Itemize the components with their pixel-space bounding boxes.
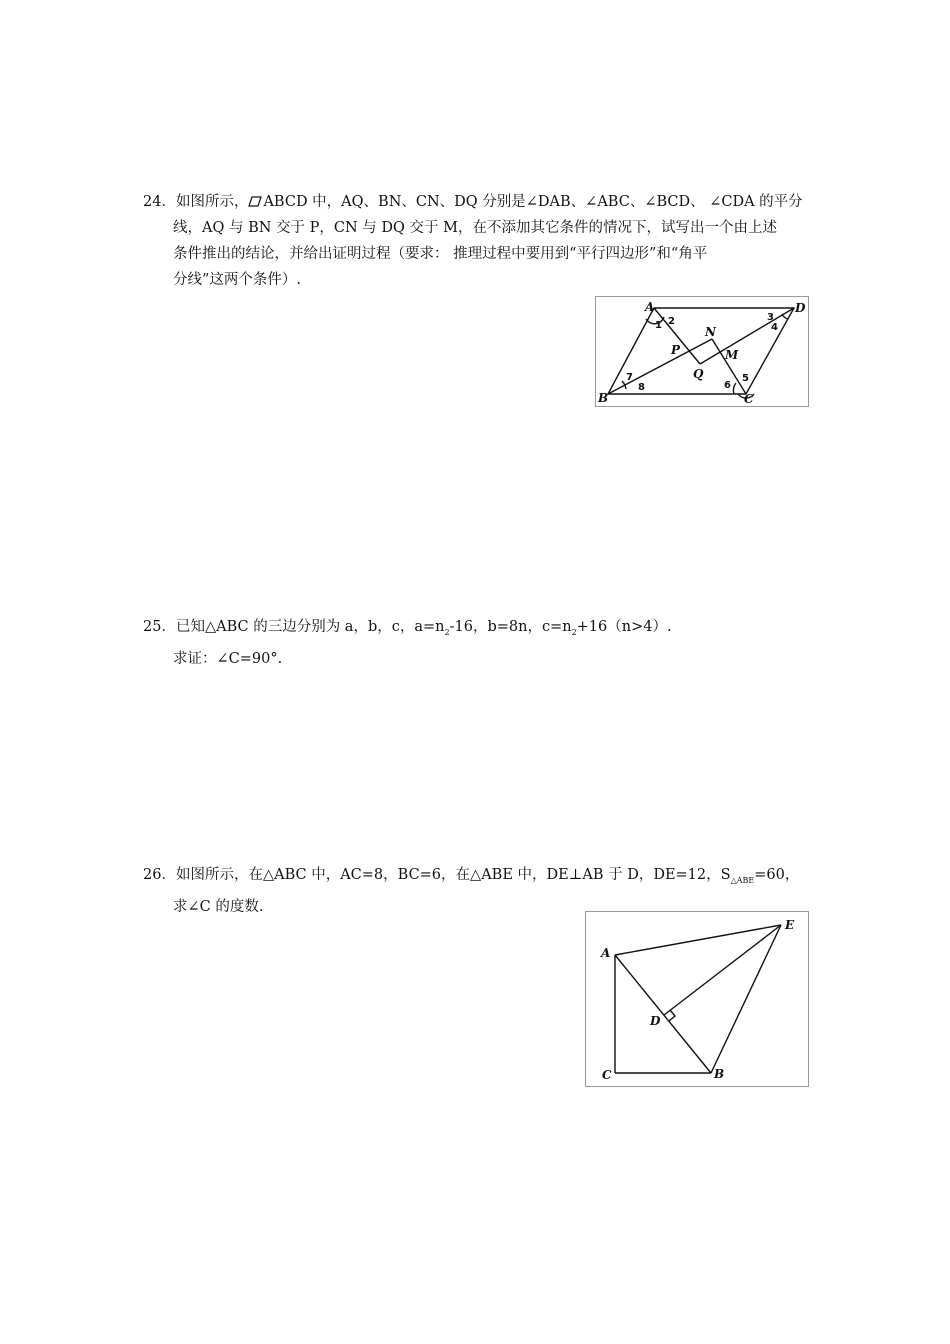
q26-line-2: 求∠C 的度数. — [173, 899, 264, 915]
angle-3: 3 — [767, 312, 774, 323]
q24-line-1: 24．如图所示， ABCD 中，AQ、BN、CN、DQ 分别是∠DAB、∠ABC、∠BCD、 ∠CDA 的平分 — [143, 189, 813, 215]
angle-2: 2 — [668, 316, 675, 327]
angle-8: 8 — [638, 382, 645, 393]
parallelogram-icon — [248, 196, 262, 207]
label-A: A — [645, 300, 655, 314]
angle-1: 1 — [655, 320, 662, 331]
triangle-figure — [585, 911, 809, 1087]
q25-line-1: 25．已知△ABC 的三边分别为 a，b，c，$a=n_2-16$，b=8n，$c=n_2+16(n>4)$. — [143, 614, 813, 646]
label-M: M — [725, 348, 739, 362]
question-25 — [143, 614, 813, 672]
q24-line-3: 条件推出的结论，并给出证明过程（要求： 推理过程中要用到“平行四边形”和“角平 — [173, 246, 708, 262]
parallelogram-figure — [595, 296, 809, 407]
q25-line-2: 求证：∠C=90°. — [173, 651, 283, 667]
question-24 — [143, 189, 813, 293]
angle-5: 5 — [742, 373, 749, 384]
label-D: D — [650, 1014, 661, 1028]
label-B: B — [598, 391, 609, 405]
label-Q: Q — [693, 367, 704, 381]
label-C: C — [744, 392, 754, 406]
q24-line-2: 线，AQ 与 BN 交于 P，CN 与 DQ 交于 M，在不添加其它条件的情况下，试写出一个由上述 — [173, 220, 777, 236]
label-P: P — [671, 343, 681, 357]
label-B: B — [714, 1067, 725, 1081]
label-C: C — [602, 1068, 612, 1082]
angle-4: 4 — [771, 322, 778, 333]
question-number: 25． — [143, 619, 176, 635]
question-number: 24． — [143, 194, 176, 210]
q24-line-4: 分线”这两个条件）. — [173, 272, 302, 288]
label-A: A — [601, 946, 611, 960]
q26-line-1: 26．如图所示，在△ABC 中，AC=8，BC=6，在△ABE 中，DE⊥AB 于 D，DE=12，$S_{\triangle ABE}=60$， — [143, 862, 813, 894]
label-N: N — [705, 325, 716, 339]
question-number: 26． — [143, 867, 176, 883]
label-D: D — [795, 301, 806, 315]
label-E: E — [785, 918, 795, 932]
angle-6: 6 — [724, 380, 731, 391]
angle-7: 7 — [626, 372, 633, 383]
